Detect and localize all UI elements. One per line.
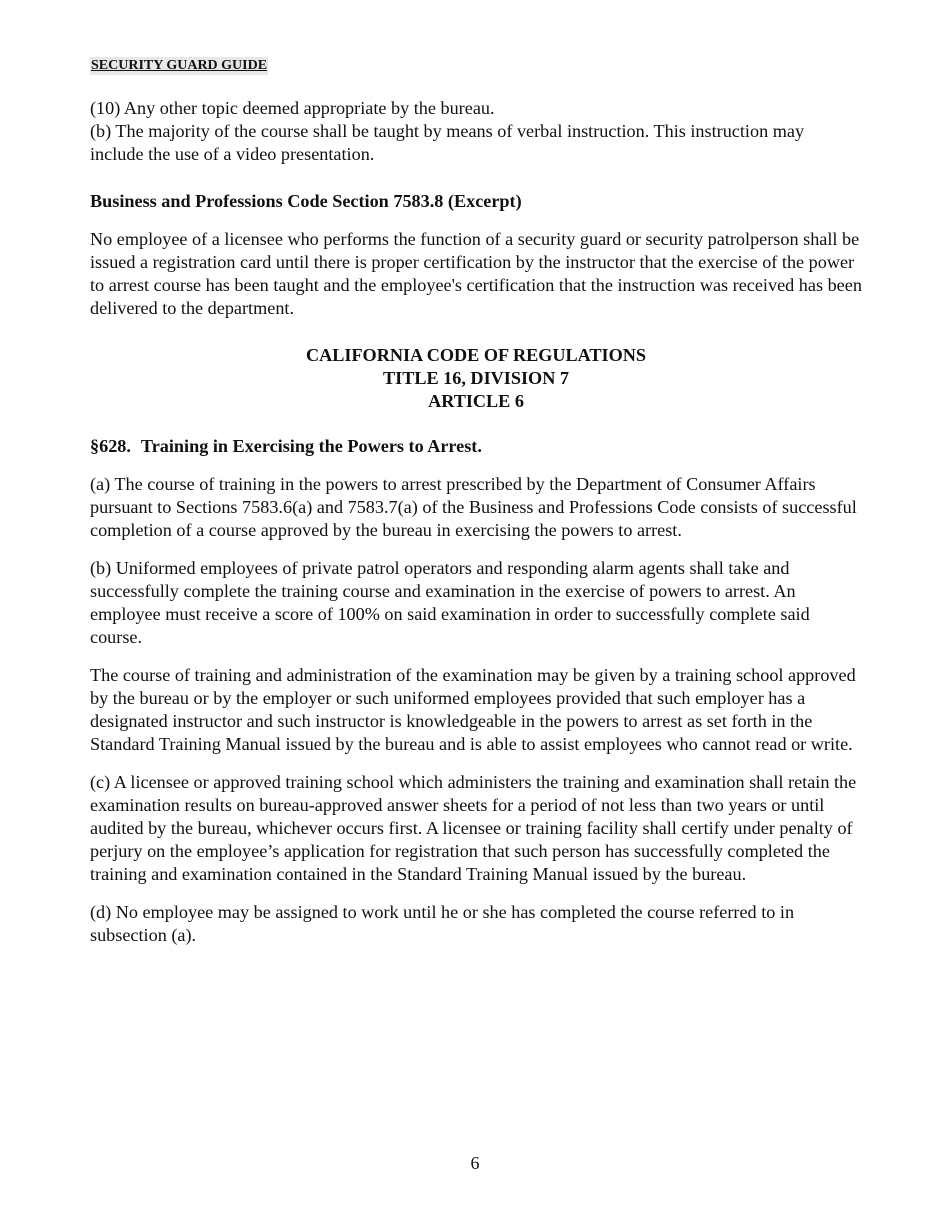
bpc-section-body: No employee of a licensee who performs the function of a security guard or security patrolperson shall be issued a registration card until there is proper certification by the instructor that the exercise of the power to arrest course has been taught and the employee's certification that the instruction was received has been delivered to the department.: [90, 229, 862, 318]
ccr-title-block: [90, 344, 862, 413]
bpc-section-heading: Business and Professions Code Section 7583.8 (Excerpt): [90, 191, 522, 211]
section-628-title: [90, 435, 862, 458]
ccr-title-line-3: ARTICLE 6: [428, 391, 524, 411]
intro-item-10: (10) Any other topic deemed appropriate by the bureau.: [90, 98, 495, 118]
intro-item-b: (b) The majority of the course shall be taught by means of verbal instruction. This instruction may include the use of a video presentation.: [90, 121, 805, 164]
section-628-number: §628.: [90, 436, 131, 456]
section-628-paragraph-d: (d) No employee may be assigned to work until he or she has completed the course referred to in subsection (a).: [90, 902, 795, 945]
document-page: [90, 56, 862, 947]
ccr-title-line-2: TITLE 16, DIVISION 7: [383, 368, 569, 388]
section-628-paragraph-a: (a) The course of training in the powers to arrest prescribed by the Department of Consumer Affairs pursuant to Sections 7583.6(a) and 7583.7(a) of the Business and Professions Code consists of successful completion of a course approved by the bureau in exercising the powers to arrest.: [90, 474, 857, 540]
section-628-paragraph-b-continued: The course of training and administration of the examination may be given by a training school approved by the bureau or by the employer or such uniformed employees provided that such employer has a designated instructor and such instructor is knowledgeable in the powers to arrest as set forth in the Standard Training Manual issued by the bureau and is able to assist employees who cannot read or write.: [90, 665, 856, 754]
section-628-paragraph-b: (b) Uniformed employees of private patrol operators and responding alarm agents shall take and successfully complete the training course and examination in the exercise of powers to arrest. An employee must receive a score of 100% on said examination in order to successfully complete said course.: [90, 558, 810, 647]
section-628-paragraph-c: (c) A licensee or approved training school which administers the training and examination shall retain the examination results on bureau-approved answer sheets for a period of not less than two years or until audited by the bureau, whichever occurs first. A licensee or training facility shall certify under penalty of perjury on the employee’s application for registration that such person has successfully completed the training and examination contained in the Standard Training Manual issued by the bureau.: [90, 772, 857, 884]
section-628-heading: Training in Exercising the Powers to Arrest.: [140, 436, 482, 456]
running-header: SECURITY GUARD GUIDE: [91, 58, 268, 73]
page-number: 6: [470, 1153, 480, 1173]
ccr-title-line-1: CALIFORNIA CODE OF REGULATIONS: [305, 345, 647, 365]
